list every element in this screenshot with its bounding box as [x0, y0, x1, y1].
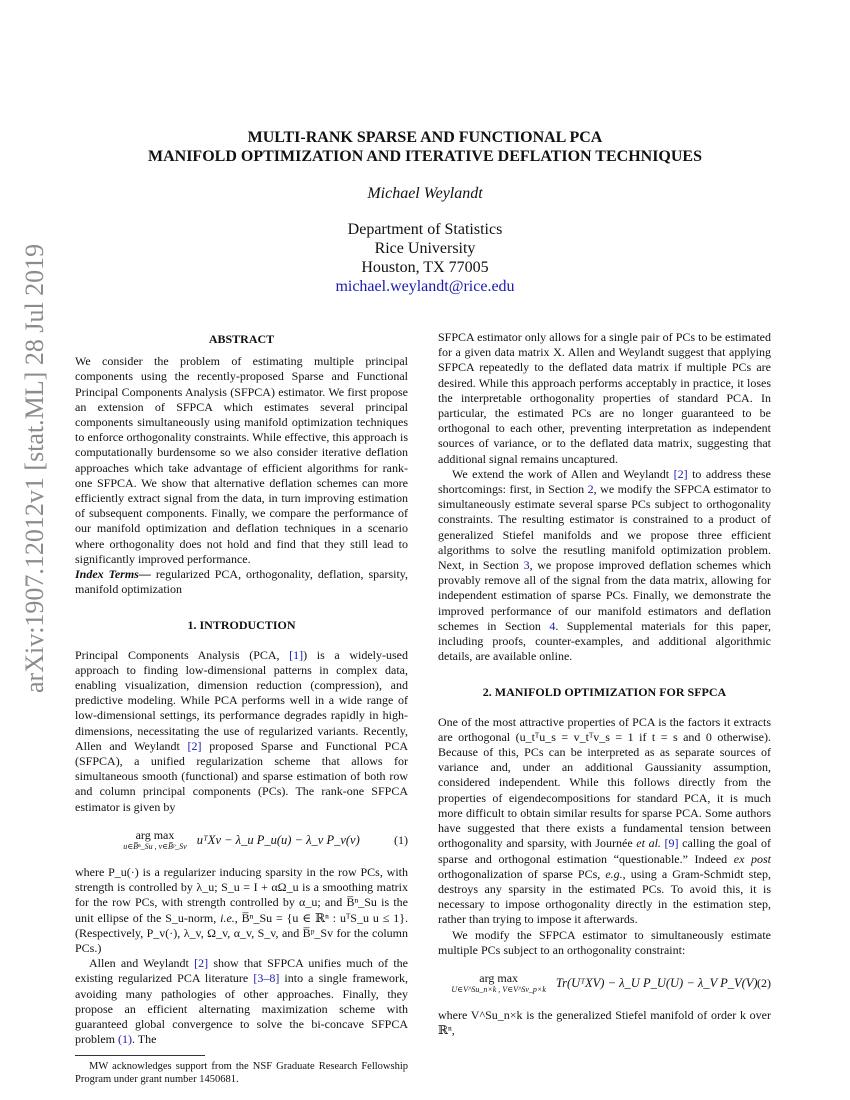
equation-2-number: (2) — [757, 975, 771, 990]
right-paragraph-2: We extend the work of Allen and Weylandt [2] to address these shortcomings: first, in Section 2, we modify the SFPCA estimator to simultaneously estimate several sparse PCs subject to orthogonality constraints. The resulting estimator is constrained to a product of generalized Stiefel manifolds and we propose three efficient algorithms to solve the resutling manifold optimization problem. Next, in Section 3, we propose improved deflation schemes which provably remove all of the signal from the data matrix, allowing for independent estimation of sparse PCs. Finally, we demonstrate the improved performance of our manifold estimators and deflation schemes in Section 4. Supplemental materials for this paper, including proofs, counter-examples, and additional algorithmic details, are available online. — [438, 466, 772, 664]
equation-1 — [75, 825, 408, 857]
equation-2 — [438, 968, 771, 1000]
city: Houston, TX 77005 — [361, 259, 489, 276]
citation-link[interactable]: [1] — [289, 647, 304, 662]
arxiv-identifier-stamp: arXiv:1907.12012v1 [stat.ML] 28 Jul 2019 — [20, 243, 49, 693]
footnote-divider — [75, 1055, 205, 1056]
index-terms — [75, 567, 408, 597]
equation-1-expression: uᵀXv − λ_u P_u(u) − λ_v P_v(v) — [196, 833, 360, 848]
section-1-heading: 1. INTRODUCTION — [187, 618, 296, 633]
citation-link[interactable]: [2] — [194, 956, 209, 971]
intro-paragraph-2: where P_u(·) is a regularizer inducing sparsity in the row PCs, with strength is controlled by λ_u; S_u = I + αΩ_u is a smoothing matrix for the row PCs, with strength controlled by α_u; and B̅ⁿ_Su is the unit ellipse of the S_u-norm, i.e., B̅ⁿ_Su = {u ∈ ℝⁿ : uᵀS_u u ≤ 1}. (Respectively, P_v(·), λ_v, Ω_v, α_v, S_v, and B̅ᵖ_Sv for the column PCs.) — [75, 864, 408, 955]
argmax-operator: arg max U∈V^Su_n×k , V∈V^Sv_p×k — [451, 970, 546, 994]
citation-link[interactable]: [2] — [673, 466, 688, 481]
index-terms-label: Index Terms— — [75, 567, 151, 582]
abstract-heading: ABSTRACT — [208, 332, 275, 346]
equation-2-expression: Tr(UᵀXV) − λ_U P_U(U) − λ_V P_V(V) — [555, 976, 758, 991]
section-link[interactable]: 4 — [549, 618, 556, 633]
right-column — [438, 330, 771, 1038]
citation-link[interactable]: [3–8] — [253, 971, 280, 986]
author-name: Michael Weylandt — [367, 185, 483, 202]
left-column — [75, 332, 408, 1086]
paper-title-line-2: MANIFOLD OPTIMIZATION AND ITERATIVE DEFLATION TECHNIQUES — [147, 148, 702, 165]
footnote: MW acknowledges support from the NSF Graduate Research Fellowship Program under grant number 1450681. — [75, 1061, 408, 1086]
university: Rice University — [374, 240, 476, 257]
citation-link[interactable]: [9] — [664, 836, 679, 851]
abstract-body: We consider the problem of estimating multiple principal components using the recently-proposed Sparse and Functional Principal Components Analysis (SFPCA) estimator. We first propose an extension of SFPCA which estimates several principal components simultaneously using manifold optimization techniques to enforce orthogonality constraints. While effective, this approach is computationally burdensome so we also consider iterative deflation approaches which take advantage of efficient algorithms for rank-one SFPCA. We show that alternative deflation schemes can more efficiently extract signal from the data, in turn improving estimation of subsequent components. Finally, we compare the performance of our manifold optimization and deflation techniques in a scenario where orthogonality does not hold and find that they still lead to significantly improved performance. — [75, 354, 408, 566]
intro-paragraph-3: Allen and Weylandt [2] show that SFPCA unifies much of the existing regularized PCA literature [3–8] into a single framework, avoiding many pathologies of other approaches. Finally, they propose an efficient alternating maximization scheme with guaranteed global convergence to solve the bi-concave SFPCA problem (1). The — [75, 956, 408, 1047]
section-2-heading: 2. MANIFOLD OPTIMIZATION FOR SFPCA — [482, 685, 727, 700]
title-block — [0, 128, 850, 296]
section-link[interactable]: 3 — [523, 558, 530, 573]
section-link[interactable]: 2 — [587, 482, 594, 497]
section-2-paragraph-3: where V^Su_n×k is the generalized Stiefel manifold of order k over ℝⁿ, — [438, 1007, 771, 1038]
equation-link[interactable]: (1) — [118, 1032, 132, 1047]
argmax-operator: arg max u∈B̅ⁿ_Su , v∈B̅ᵖ_Sv — [123, 827, 187, 851]
citation-link[interactable]: [2] — [187, 738, 202, 753]
right-paragraph-1: SFPCA estimator only allows for a single pair of PCs to be estimated for a given data matrix X. Allen and Weylandt suggest that applying SFPCA repeatedly to the deflated data matrix if multiple PCs are desired. While this approach performs acceptably in practice, it loses the interpretable orthogonality properties of standard PCA. In particular, the estimated PCs are no longer guaranteed to be orthogonal to each other, preventing interpretation as independent sources of variance, or to the deflated data matrix, suggesting that additional signal remains uncaptured. — [438, 330, 771, 466]
section-2-paragraph-2: We modify the SFPCA estimator to simultaneously estimate multiple PCs subject to an orthogonality constraint: — [438, 927, 771, 957]
intro-paragraph-1: Principal Components Analysis (PCA, [1]) is a widely-used approach to finding low-dimensional patterns in complex data, enabling visualization, dimension reduction (compression), and predictive modeling. While PCA performs well in a wide range of low-dimensional settings, its performance degrades rapidly in high-dimensions, necessitating the use of regularized variants. Recently, Allen and Weylandt [2] proposed Sparse and Functional PCA (SFPCA), a unified regularization scheme that allows for simultaneous smooth (functional) and sparse estimation of both row and column principal components (PCs). The rank-one SFPCA estimator is given by — [75, 647, 408, 814]
section-2-paragraph-1: One of the most attractive properties of PCA is the factors it extracts are orthogonal (u_tᵀu_s = v_tᵀv_s = 1 if t = s and 0 otherwise). Because of this, PCs can be interpreted as as separate sources of variance and, under an additional Gaussianity assumption, considered independent. While this follows directly from the properties of eigendecompositions for standard PCA, it is much more difficult to obtain similar results for sparse PCA. Some authors have suggested that there exists a fundamental tension between orthogonality and sparsity, with Journée et al. [9] calling the goal of sparse and orthogonal estimation “questionable.” Indeed ex post orthogonalization of sparse PCs, e.g., using a Gram-Schmidt step, destroys any sparsity in the estimated PCs. To avoid this, it is necessary to impose orthogonality directly in the estimation step, rather than trying to impose it afterwards. — [438, 714, 772, 927]
paper-title-line-1: MULTI-RANK SPARSE AND FUNCTIONAL PCA — [247, 129, 603, 146]
department: Department of Statistics — [347, 221, 503, 238]
index-terms-text: regularized PCA, orthogonality, deflation, sparsity, manifold optimization — [75, 567, 409, 597]
affiliation — [0, 220, 850, 296]
author-email-link[interactable]: michael.weylandt@rice.edu — [335, 278, 515, 295]
equation-1-number: (1) — [394, 832, 408, 847]
